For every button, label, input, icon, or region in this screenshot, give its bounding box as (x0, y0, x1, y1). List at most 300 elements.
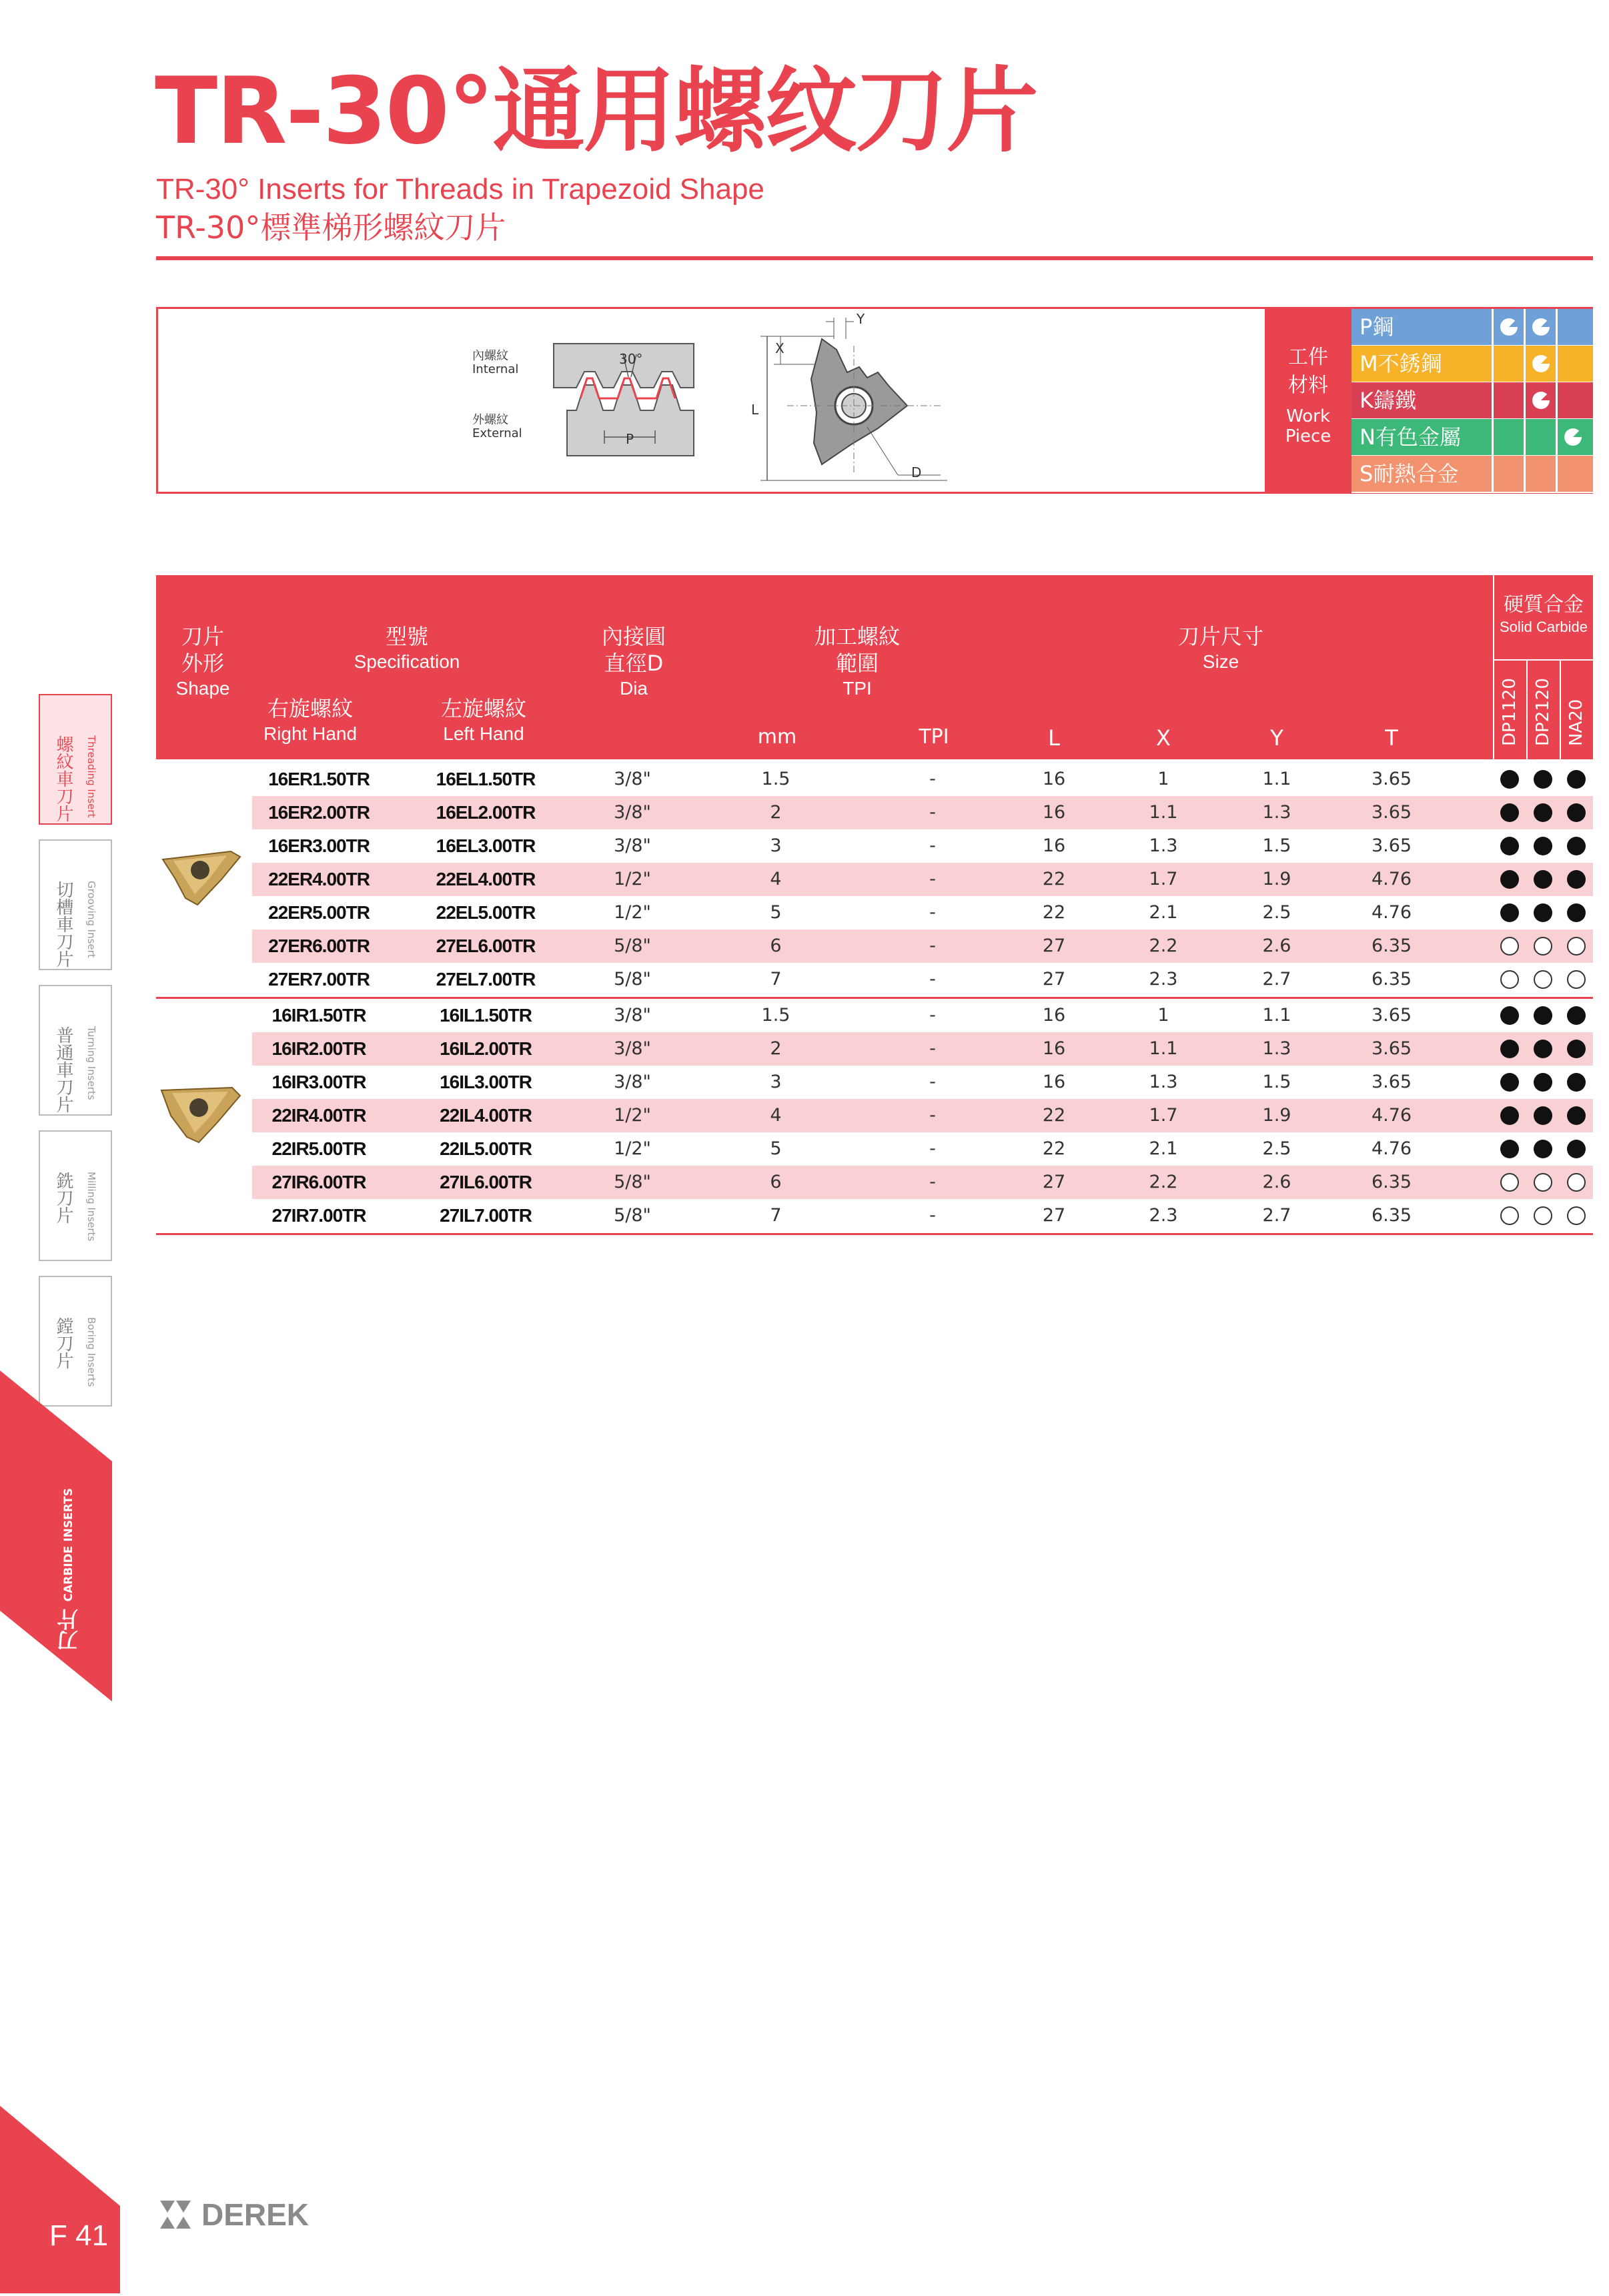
cell-y: 2.7 (1262, 1205, 1291, 1226)
label-internal-en: Internal (472, 362, 519, 376)
cell-x: 1 (1157, 769, 1169, 789)
available-dot-icon (1500, 1140, 1519, 1158)
cell-dia: 3/8" (614, 769, 651, 789)
page-number: F 41 (49, 2219, 109, 2252)
cell-x: 1.3 (1149, 1072, 1178, 1092)
th-dia-zh-2: 直徑D (604, 651, 664, 676)
grade-availability (1493, 1099, 1593, 1132)
sidebar-section-zh: 刀片 (56, 1609, 81, 1652)
external-insert-image (157, 841, 244, 914)
cell-mm: 4 (770, 869, 782, 889)
cell-y: 1.9 (1262, 869, 1291, 889)
available-dot-icon (1500, 1006, 1519, 1025)
cell-mm: 5 (770, 1138, 782, 1159)
on-request-dot-icon (1534, 970, 1552, 989)
th-shape-en: Shape (175, 678, 230, 699)
available-dot-icon (1534, 1040, 1552, 1058)
cell-t: 3.65 (1371, 1038, 1412, 1059)
cell-right: 22ER4.00TR (268, 869, 370, 889)
material-grade-cell (1492, 456, 1524, 492)
material-grade-cell (1524, 456, 1556, 492)
grade-availability (1493, 829, 1593, 863)
material-grade-cell (1524, 382, 1556, 418)
cell-tpi: - (929, 902, 936, 923)
cell-dia: 5/8" (614, 935, 651, 956)
material-name: S耐熱合金 (1360, 461, 1459, 486)
cell-t: 3.65 (1371, 769, 1412, 789)
grade-availability (1493, 929, 1593, 963)
cell-dia: 3/8" (614, 1038, 651, 1059)
cell-t: 4.76 (1371, 1105, 1412, 1126)
cell-mm: 2 (770, 1038, 782, 1059)
label-pitch: P (626, 431, 634, 447)
cell-left: 27IL6.00TR (440, 1172, 532, 1192)
cell-mm: 3 (770, 1072, 782, 1092)
cell-tpi: - (929, 969, 936, 990)
title-divider (156, 256, 1593, 260)
grade-availability (1493, 796, 1593, 829)
derek-logo-svg (159, 2198, 192, 2231)
cell-dia: 1/2" (614, 1138, 651, 1159)
th-spec-en: Specification (354, 651, 460, 672)
cell-dia: 1/2" (614, 869, 651, 889)
cell-y: 1.3 (1262, 1038, 1291, 1059)
on-request-dot-icon (1567, 1206, 1586, 1225)
cell-x: 2.1 (1149, 902, 1178, 923)
cell-tpi: - (929, 1172, 936, 1192)
sidebar-tab-label-en: Turning Inserts (85, 1026, 97, 1100)
cell-mm: 7 (770, 1205, 782, 1226)
available-dot-icon (1534, 1140, 1552, 1158)
cell-l: 27 (1042, 1172, 1066, 1192)
th-right-hand-zh: 右旋螺紋 (267, 696, 353, 721)
cell-right: 22ER5.00TR (268, 902, 370, 923)
cell-tpi: - (929, 769, 936, 789)
label-external-en: External (472, 426, 522, 440)
th-size (1121, 623, 1321, 673)
cell-l: 16 (1042, 769, 1066, 789)
th-l: L (1048, 725, 1060, 751)
cell-mm: 6 (770, 1172, 782, 1192)
th-thread-range (774, 623, 941, 700)
cell-mm: 3 (770, 835, 782, 856)
cell-left: 27EL7.00TR (436, 969, 536, 990)
sidebar-tab[interactable] (39, 1130, 112, 1261)
th-right-hand (253, 695, 367, 745)
cell-l: 27 (1042, 935, 1066, 956)
cell-t: 6.35 (1371, 935, 1412, 956)
sidebar-section-en: CARBIDE INSERTS (62, 1488, 75, 1602)
sidebar-tab[interactable] (39, 839, 112, 970)
available-dot-icon (1567, 770, 1586, 789)
suitability-icon (1531, 390, 1551, 410)
grade-availability (1493, 896, 1593, 929)
table-row (252, 1099, 1493, 1132)
cell-mm: 6 (770, 935, 782, 956)
cell-right: 16ER3.00TR (268, 835, 370, 856)
material-name: M不銹鋼 (1360, 351, 1442, 376)
cell-tpi: - (929, 1072, 936, 1092)
cell-x: 1.7 (1149, 869, 1178, 889)
material-grade-cell (1492, 382, 1524, 418)
available-dot-icon (1567, 1106, 1586, 1125)
on-request-dot-icon (1534, 1173, 1552, 1192)
cell-tpi: - (929, 1105, 936, 1126)
cell-right: 27IR7.00TR (272, 1205, 366, 1226)
cell-x: 1.1 (1149, 802, 1178, 823)
cell-mm: 1.5 (761, 1005, 790, 1026)
group-divider (156, 997, 1593, 999)
cell-right: 27ER7.00TR (268, 969, 370, 990)
cell-y: 1.5 (1262, 1072, 1291, 1092)
material-grade-cell (1556, 346, 1588, 382)
cell-l: 16 (1042, 835, 1066, 856)
available-dot-icon (1500, 1106, 1519, 1125)
sidebar-section-label (53, 1488, 84, 1651)
grade-availability (1493, 1132, 1593, 1166)
cell-right: 22IR4.00TR (272, 1105, 366, 1126)
material-row (1352, 346, 1593, 383)
cell-x: 2.1 (1149, 1138, 1178, 1159)
cell-x: 1 (1157, 1005, 1169, 1026)
footer-corner-svg (0, 2106, 120, 2293)
available-dot-icon (1534, 770, 1552, 789)
th-carbide-zh: 硬質合金 (1504, 593, 1584, 617)
available-dot-icon (1567, 837, 1586, 855)
label-internal-zh: 內螺紋 (472, 349, 508, 363)
th-spec-zh: 型號 (385, 624, 428, 649)
cell-left: 16EL2.00TR (436, 802, 536, 823)
cell-l: 22 (1042, 902, 1066, 923)
label-external-zh: 外螺紋 (472, 413, 508, 427)
work-piece-label-zh-2: 材料 (1288, 374, 1328, 397)
cell-x: 2.3 (1149, 969, 1178, 990)
cell-t: 3.65 (1371, 1005, 1412, 1026)
on-request-dot-icon (1500, 970, 1519, 989)
cell-right: 16ER1.50TR (268, 769, 370, 789)
sidebar-tab-label-en: Boring Inserts (85, 1317, 97, 1387)
material-name: P鋼 (1360, 314, 1394, 340)
cell-l: 22 (1042, 1105, 1066, 1126)
th-shape-zh-1: 刀片 (181, 624, 224, 649)
suitability-icon (1531, 354, 1551, 374)
material-name: K鑄鐵 (1360, 388, 1416, 413)
internal-insert-image (157, 1076, 244, 1149)
th-shape (156, 623, 249, 700)
table-row (252, 1132, 1493, 1166)
available-dot-icon (1567, 903, 1586, 922)
th-t: T (1385, 725, 1398, 751)
cell-dia: 3/8" (614, 835, 651, 856)
work-piece-label-en-2: Piece (1285, 426, 1331, 446)
sidebar-tab[interactable] (39, 694, 112, 825)
cell-t: 3.65 (1371, 802, 1412, 823)
cell-left: 22EL5.00TR (436, 902, 536, 923)
cell-l: 16 (1042, 1038, 1066, 1059)
cell-l: 27 (1042, 969, 1066, 990)
th-spec (253, 623, 560, 673)
cell-x: 1.7 (1149, 1105, 1178, 1126)
cell-y: 1.5 (1262, 835, 1291, 856)
internal-insert-svg (157, 1076, 244, 1149)
th-thread-zh-2: 範圍 (835, 651, 879, 676)
cell-dia: 3/8" (614, 802, 651, 823)
grade-availability (1493, 999, 1593, 1032)
sidebar-tab-label: 鏜刀片 (53, 1317, 73, 1369)
material-row (1352, 419, 1593, 456)
cell-dia: 5/8" (614, 1172, 651, 1192)
table-row (252, 1032, 1493, 1066)
available-dot-icon (1534, 1073, 1552, 1092)
material-grade-cell (1556, 382, 1588, 418)
available-dot-icon (1567, 1073, 1586, 1092)
cell-left: 16EL1.50TR (436, 769, 536, 789)
grade-label-dp2120: DP2120 (1533, 678, 1553, 746)
th-y: Y (1270, 725, 1283, 751)
cell-y: 2.6 (1262, 1172, 1291, 1192)
external-insert-svg (157, 841, 244, 914)
cell-l: 16 (1042, 1072, 1066, 1092)
grade-availability (1493, 1199, 1593, 1232)
cell-left: 22EL4.00TR (436, 869, 536, 889)
available-dot-icon (1500, 870, 1519, 889)
available-dot-icon (1567, 1140, 1586, 1158)
material-grade-cell (1556, 419, 1588, 455)
cell-l: 16 (1042, 1005, 1066, 1026)
cell-right: 27ER6.00TR (268, 935, 370, 956)
dim-label-x: X (775, 340, 784, 356)
material-row (1352, 309, 1593, 346)
cell-t: 6.35 (1371, 1205, 1412, 1226)
cell-left: 27IL7.00TR (440, 1205, 532, 1226)
suitability-icon (1563, 427, 1583, 447)
material-grade-cell (1492, 419, 1524, 455)
table-row (252, 929, 1493, 963)
cell-l: 16 (1042, 802, 1066, 823)
cell-dia: 3/8" (614, 1072, 651, 1092)
table-row (252, 896, 1493, 929)
th-tpi: TPI (919, 725, 949, 749)
cell-tpi: - (929, 835, 936, 856)
grade-availability (1493, 963, 1593, 996)
cell-x: 2.2 (1149, 935, 1178, 956)
cell-x: 2.2 (1149, 1172, 1178, 1192)
cell-t: 3.65 (1371, 835, 1412, 856)
grade-availability (1493, 763, 1593, 796)
cell-dia: 5/8" (614, 969, 651, 990)
th-thread-zh-1: 加工螺紋 (814, 624, 900, 649)
cell-dia: 3/8" (614, 1005, 651, 1026)
cell-dia: 5/8" (614, 1205, 651, 1226)
cell-y: 2.5 (1262, 902, 1291, 923)
cell-dia: 1/2" (614, 902, 651, 923)
cell-t: 4.76 (1371, 1138, 1412, 1159)
cell-mm: 2 (770, 802, 782, 823)
cell-left: 22IL4.00TR (440, 1105, 532, 1126)
table-row (252, 1066, 1493, 1099)
table-row (252, 999, 1493, 1032)
dim-label-y: Y (857, 311, 865, 327)
sidebar-tab-label: 切槽車刀片 (53, 881, 73, 968)
table-row (252, 763, 1493, 796)
cell-t: 6.35 (1371, 969, 1412, 990)
material-grade-cell (1524, 309, 1556, 345)
material-grade-cell (1492, 309, 1524, 345)
th-carbide (1494, 593, 1593, 636)
sidebar-tab-label-en: Grooving Insert (85, 881, 97, 958)
table-row (252, 963, 1493, 996)
page-title: TR-30°通用螺纹刀片 (155, 57, 1037, 165)
dim-label-l: L (751, 402, 759, 418)
available-dot-icon (1534, 1006, 1552, 1025)
th-size-zh: 刀片尺寸 (1177, 624, 1263, 649)
table-row (252, 796, 1493, 829)
th-shape-zh-2: 外形 (181, 651, 224, 676)
cell-t: 3.65 (1371, 1072, 1412, 1092)
brand-name: DEREK (201, 2197, 310, 2232)
cell-t: 4.76 (1371, 869, 1412, 889)
sidebar-tab-label: 普通車刀片 (53, 1026, 73, 1113)
cell-x: 2.3 (1149, 1205, 1178, 1226)
th-mm: mm (757, 725, 797, 749)
cell-mm: 7 (770, 969, 782, 990)
th-right-hand-en: Right Hand (263, 723, 358, 744)
cell-l: 27 (1042, 1205, 1066, 1226)
cell-tpi: - (929, 1005, 936, 1026)
cell-left: 16IL1.50TR (440, 1005, 532, 1026)
material-name: N有色金屬 (1360, 424, 1461, 450)
cell-tpi: - (929, 869, 936, 889)
derek-logo-icon (159, 2198, 192, 2231)
material-row (1352, 382, 1593, 420)
cell-t: 6.35 (1371, 1172, 1412, 1192)
cell-y: 1.9 (1262, 1105, 1291, 1126)
available-dot-icon (1567, 1006, 1586, 1025)
available-dot-icon (1500, 770, 1519, 789)
available-dot-icon (1500, 803, 1519, 822)
cell-t: 4.76 (1371, 902, 1412, 923)
footer-corner (0, 2106, 120, 2293)
th-dia (580, 623, 687, 700)
cell-mm: 4 (770, 1105, 782, 1126)
on-request-dot-icon (1500, 1173, 1519, 1192)
cell-right: 16IR1.50TR (272, 1005, 366, 1026)
material-grade-cell (1556, 309, 1588, 345)
on-request-dot-icon (1534, 1206, 1552, 1225)
label-external (472, 414, 522, 440)
cell-x: 1.3 (1149, 835, 1178, 856)
th-thread-en: TPI (843, 678, 872, 699)
cell-tpi: - (929, 1038, 936, 1059)
available-dot-icon (1500, 837, 1519, 855)
cell-left: 22IL5.00TR (440, 1138, 532, 1159)
available-dot-icon (1534, 803, 1552, 822)
label-angle: 30° (619, 351, 643, 367)
cell-right: 16IR2.00TR (272, 1038, 366, 1059)
th-left-hand (427, 695, 540, 745)
grade-availability (1493, 863, 1593, 896)
cell-y: 2.7 (1262, 969, 1291, 990)
cell-l: 22 (1042, 1138, 1066, 1159)
work-piece-label-en-1: Work (1286, 406, 1330, 426)
cell-left: 27EL6.00TR (436, 935, 536, 956)
available-dot-icon (1500, 903, 1519, 922)
grade-availability (1493, 1032, 1593, 1066)
table-row (252, 1166, 1493, 1199)
work-piece-label-zh-1: 工件 (1288, 346, 1328, 369)
suitability-icon (1531, 317, 1551, 337)
available-dot-icon (1567, 870, 1586, 889)
cell-right: 22IR5.00TR (272, 1138, 366, 1159)
sidebar-tab-label-en: Threading Insert (85, 735, 97, 818)
sidebar-tab-label: 螺紋車刀片 (53, 735, 73, 822)
material-grade-cell (1524, 346, 1556, 382)
cell-left: 16EL3.00TR (436, 835, 536, 856)
grade-label-na20: NA20 (1566, 699, 1586, 746)
cell-y: 1.3 (1262, 802, 1291, 823)
on-request-dot-icon (1534, 937, 1552, 955)
on-request-dot-icon (1500, 1206, 1519, 1225)
dim-label-d: D (911, 464, 922, 480)
available-dot-icon (1567, 803, 1586, 822)
cell-right: 27IR6.00TR (272, 1172, 366, 1192)
cell-y: 1.1 (1262, 769, 1291, 789)
th-x: X (1156, 725, 1171, 751)
available-dot-icon (1500, 1040, 1519, 1058)
table-row (252, 863, 1493, 896)
on-request-dot-icon (1567, 970, 1586, 989)
grade-availability (1493, 1166, 1593, 1199)
page-subtitle-en: TR-30° Inserts for Threads in Trapezoid Shape (156, 173, 764, 206)
on-request-dot-icon (1500, 937, 1519, 955)
work-piece-label (1265, 309, 1352, 492)
cell-y: 2.5 (1262, 1138, 1291, 1159)
cell-y: 2.6 (1262, 935, 1291, 956)
sidebar-tab[interactable] (39, 985, 112, 1116)
cell-y: 1.1 (1262, 1005, 1291, 1026)
cell-tpi: - (929, 802, 936, 823)
cell-mm: 1.5 (761, 769, 790, 789)
cell-tpi: - (929, 1138, 936, 1159)
on-request-dot-icon (1567, 937, 1586, 955)
available-dot-icon (1534, 837, 1552, 855)
cell-right: 16ER2.00TR (268, 802, 370, 823)
sidebar-tab-label-en: Milling Inserts (85, 1172, 97, 1242)
suitability-icon (1499, 317, 1519, 337)
sidebar-tab-label: 銑刀片 (53, 1172, 73, 1224)
cell-left: 16IL2.00TR (440, 1038, 532, 1059)
cell-right: 16IR3.00TR (272, 1072, 366, 1092)
th-left-hand-en: Left Hand (443, 723, 524, 744)
available-dot-icon (1500, 1073, 1519, 1092)
available-dot-icon (1534, 1106, 1552, 1125)
cell-dia: 1/2" (614, 1105, 651, 1126)
th-carbide-en: Solid Carbide (1499, 618, 1588, 635)
table-bottom-rule (156, 1233, 1593, 1235)
available-dot-icon (1534, 870, 1552, 889)
cell-tpi: - (929, 1205, 936, 1226)
cell-tpi: - (929, 935, 936, 956)
on-request-dot-icon (1567, 1173, 1586, 1192)
cell-mm: 5 (770, 902, 782, 923)
cell-left: 16IL3.00TR (440, 1072, 532, 1092)
label-internal (472, 350, 518, 376)
table-row (252, 1199, 1493, 1232)
th-dia-zh-1: 內接圓 (601, 624, 666, 649)
th-left-hand-zh: 左旋螺紋 (440, 696, 526, 721)
cell-l: 22 (1042, 869, 1066, 889)
th-size-en: Size (1202, 651, 1239, 672)
